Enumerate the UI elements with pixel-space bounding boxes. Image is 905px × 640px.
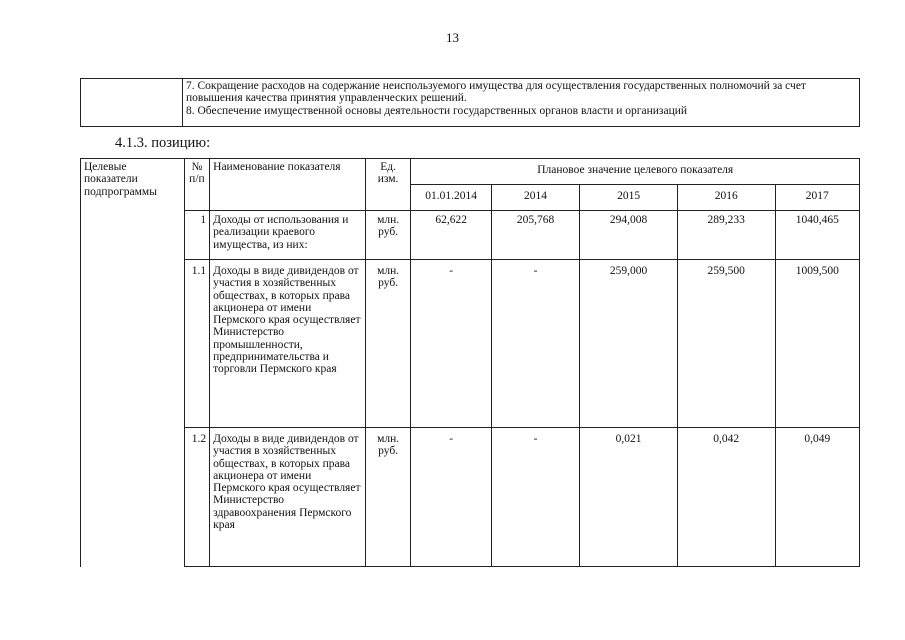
row-value: 0,021 xyxy=(580,428,678,567)
row-value: 0,042 xyxy=(677,428,775,567)
empty-cell xyxy=(81,79,183,127)
row-value: - xyxy=(491,428,579,567)
row-name: Доходы от использования и реализации краевого имущества, из них: xyxy=(210,211,366,260)
row-value: 205,768 xyxy=(491,211,579,260)
header-unit: Ед. изм. xyxy=(365,159,411,211)
goal-item: 8. Обеспечение имущественной основы деятельности государственных органов власти и организаций xyxy=(186,104,688,117)
header-num: № п/п xyxy=(184,159,209,211)
row-name: Доходы в виде дивидендов от участия в хозяйственных обществах, в которых права акционера от имени Пермского края осуществляет Министерство промышленности, предпринимательства и торговли Пермского края xyxy=(210,260,366,428)
target-label-cell: Целевые показатели подпрограммы xyxy=(81,159,185,567)
header-year: 2017 xyxy=(775,185,859,211)
goals-continuation-table xyxy=(80,78,860,127)
row-name: Доходы в виде дивидендов от участия в хозяйственных обществах, в которых права акционера от имени Пермского края осуществляет Министерство здравоохранения Пермского края xyxy=(210,428,366,567)
row-value: 1040,465 xyxy=(775,211,859,260)
row-num: 1.2 xyxy=(184,428,209,567)
goals-text-cell xyxy=(183,79,860,127)
header-year: 2015 xyxy=(580,185,678,211)
header-name: Наименование показателя xyxy=(210,159,366,211)
row-value: - xyxy=(411,428,491,567)
header-year: 01.01.2014 xyxy=(411,185,491,211)
row-unit: млн. руб. xyxy=(365,260,411,428)
table-row xyxy=(81,428,860,567)
target-indicators-table xyxy=(80,158,860,567)
table-row xyxy=(81,79,860,127)
row-num: 1.1 xyxy=(184,260,209,428)
row-unit: млн. руб. xyxy=(365,211,411,260)
row-value: 259,000 xyxy=(580,260,678,428)
row-value: 62,622 xyxy=(411,211,491,260)
row-value: - xyxy=(411,260,491,428)
goal-item: 7. Сокращение расходов на содержание неиспользуемого имущества для осуществления государственных полномочий за счет повышения качества принятия управленческих решений. xyxy=(186,80,806,105)
row-unit: млн. руб. xyxy=(365,428,411,567)
table-header-row xyxy=(81,159,860,185)
row-value: 294,008 xyxy=(580,211,678,260)
row-value: 0,049 xyxy=(775,428,859,567)
header-year: 2014 xyxy=(491,185,579,211)
table-row xyxy=(81,211,860,260)
row-value: 1009,500 xyxy=(775,260,859,428)
section-heading: 4.1.3. позицию: xyxy=(115,135,211,151)
row-value: 289,233 xyxy=(677,211,775,260)
row-value: 259,500 xyxy=(677,260,775,428)
table-row xyxy=(81,260,860,428)
header-year: 2016 xyxy=(677,185,775,211)
row-num: 1 xyxy=(184,211,209,260)
page-number: 13 xyxy=(446,30,459,45)
row-value: - xyxy=(491,260,579,428)
header-plan: Плановое значение целевого показателя xyxy=(411,159,860,185)
